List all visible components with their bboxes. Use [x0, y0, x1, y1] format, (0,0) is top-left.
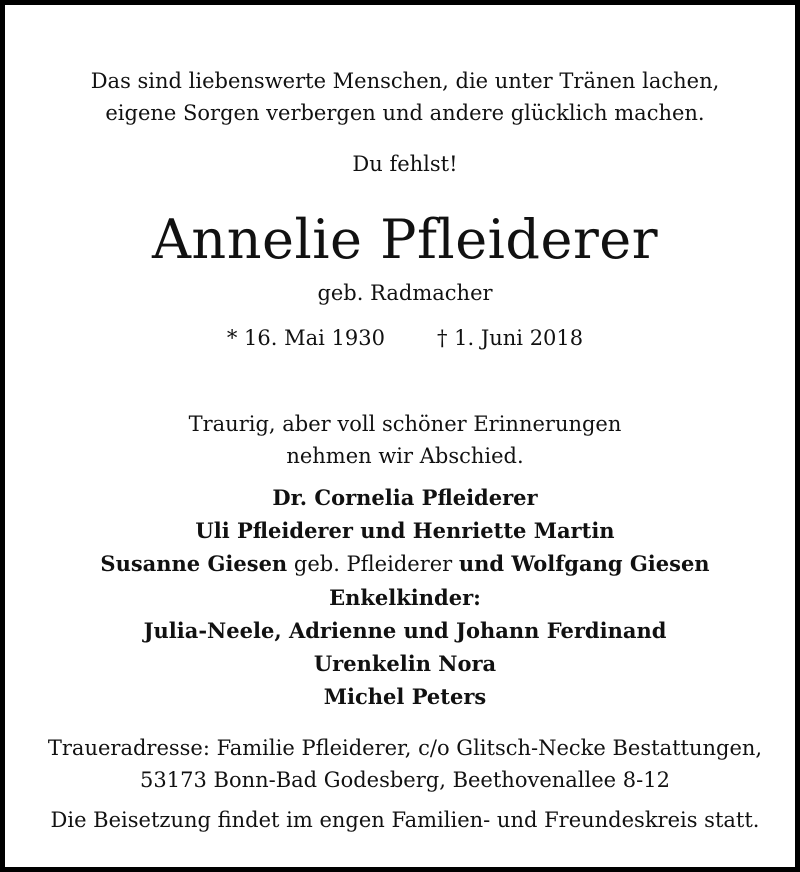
burial-note: Die Beisetzung findet im engen Familien- und Freundeskreis statt. — [50, 808, 760, 832]
maiden-name: geb. Radmacher — [317, 281, 493, 305]
great-grandchild: Urenkelin Nora — [313, 651, 497, 676]
motto-quote — [10, 65, 800, 129]
deceased-name: Annelie Pfleiderer — [151, 208, 659, 271]
mourner-name: Susanne Giesen — [100, 551, 288, 576]
mourner-maiden-name: geb. Pfleiderer — [287, 552, 459, 576]
death-date: † 1. Juni 2018 — [436, 326, 584, 350]
mourner-line: Uli Pfleiderer und Henriette Martin — [195, 518, 615, 543]
birth-date: * 16. Mai 1930 — [226, 326, 385, 350]
grandchildren-names: Julia-Neele, Adrienne und Johann Ferdinand — [143, 618, 667, 643]
farewell-line-2: nehmen wir Abschied. — [286, 444, 524, 468]
address-line-1: Traueradresse: Familie Pfleiderer, c/o Glitsch-Necke Bestattungen, — [47, 736, 763, 760]
farewell-line-1: Traurig, aber voll schöner Erinnerungen — [188, 412, 622, 436]
mourner-line: Dr. Cornelia Pfleiderer — [272, 485, 538, 510]
mourner-line: Michel Peters — [323, 684, 487, 709]
grandchildren-heading: Enkelkinder: — [329, 585, 481, 610]
missing-text: Du fehlst! — [352, 152, 458, 176]
address-line-2: 53173 Bonn-Bad Godesberg, Beethovenallee 8-12 — [140, 768, 670, 792]
farewell-text — [10, 408, 800, 472]
mourners-list — [10, 481, 800, 713]
mourning-address — [10, 732, 800, 796]
mourner-line — [10, 547, 800, 581]
motto-line-1: Das sind liebenswerte Menschen, die unter Tränen lachen, — [90, 69, 720, 93]
mourner-partner: und Wolfgang Giesen — [458, 551, 710, 576]
motto-line-2: eigene Sorgen verbergen und andere glücklich machen. — [105, 101, 705, 125]
life-dates — [10, 322, 800, 354]
